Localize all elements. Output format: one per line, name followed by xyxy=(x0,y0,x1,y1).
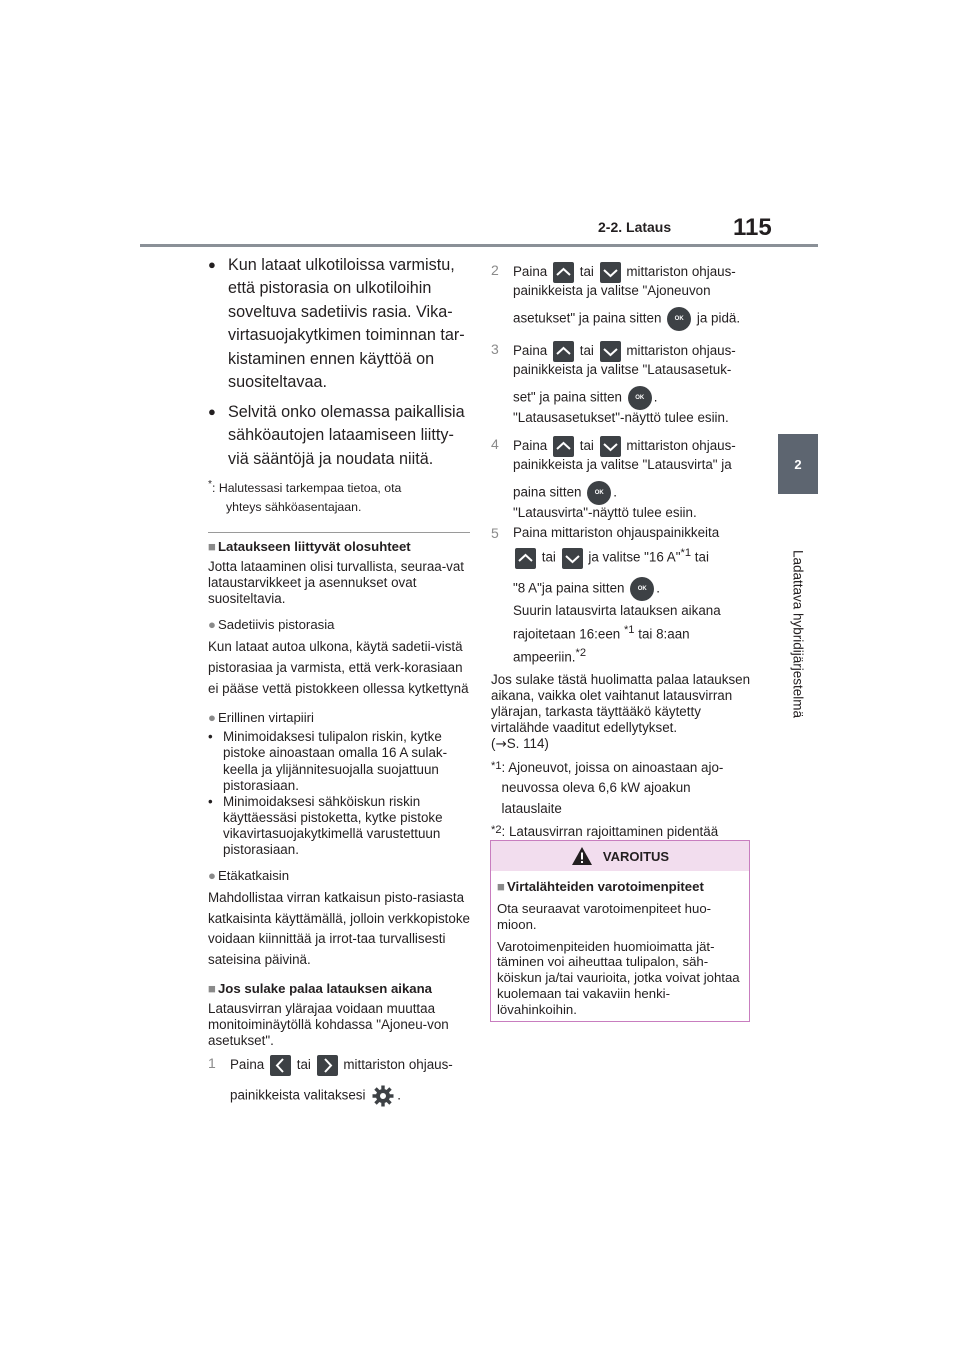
chapter-tab xyxy=(778,434,818,494)
ok-button-icon: OK xyxy=(630,577,654,601)
gear-icon xyxy=(371,1084,395,1108)
bullet-dot-icon: ● xyxy=(208,257,216,272)
footnote-line: yhteys sähköasentajaan. xyxy=(226,499,362,514)
footnote-mark: * xyxy=(208,479,212,491)
step-number: 2 xyxy=(491,262,499,278)
circle-bullet-icon: ● xyxy=(208,709,216,725)
item-heading: ● Sadetiivis pistorasia xyxy=(208,617,335,633)
footnote: *2 : Latausvirran rajoittaminen pidentää xyxy=(491,823,719,839)
paragraph: Jos sulake tästä huolimatta palaa latauksen aikana, vaikka olet vaihtanut latausvirran ylärajan, tarkasta täyttääkö käytetty virtalähde vaaditut edellytykset. (→S. 114) xyxy=(491,672,751,753)
section-title: 2-2. Lataus xyxy=(598,219,672,235)
sub-item: • Minimoidaksesi tulipalon riskin, kytke pistoke ainoastaan omalla 16 A sulak-keella ja ylijännitesuojalla suojattuun pistorasiaan. xyxy=(208,729,448,793)
warning-header xyxy=(491,841,749,871)
ok-button-icon: OK xyxy=(587,481,611,505)
divider xyxy=(208,532,470,533)
item-heading: ● Etäkatkaisin xyxy=(208,868,290,884)
footnote xyxy=(208,477,470,516)
circle-bullet-icon: ● xyxy=(208,617,216,633)
up-arrow-button-icon xyxy=(553,436,574,457)
step-number: 4 xyxy=(491,436,499,453)
footnote: *1 : Ajoneuvot, joissa on ainoastaan ajo-neuvossa oleva 6,6 kW ajoakun latauslaite xyxy=(491,759,724,817)
sub-item: • Minimoidaksesi sähköiskun riskin käyttäessäsi pistoketta, kytke pistoke vikavirtasuojakytkimellä varustettuun pistorasiaan. xyxy=(208,793,443,857)
down-arrow-button-icon xyxy=(562,548,583,569)
right-column xyxy=(491,262,753,865)
left-arrow-button-icon xyxy=(270,1055,291,1076)
item-text: Mahdollistaa virran katkaisun pisto-rasiasta katkaisinta käyttämällä, jolloin verkkopistoke voidaan kiinnittää ja irrot-taa turvallisesti sateisina päivinä. xyxy=(208,889,470,968)
item-text: Kun lataat autoa ulkona, käytä sadetii-vistä pistorasiaa ja varmista, että verk-korasiaan ei pääse vettä pistokkeen ollessa kytkettynä xyxy=(208,639,469,696)
warning-text: Varotoimenpiteiden huomioimatta jät-täminen voi aiheuttaa tulipalon, säh-köiskun ja/tai vaurioita, jotka voivat johtaa kuolemaan tai vakaviin henki-lövahinkoihin. xyxy=(497,938,740,1017)
step-2: 2 Paina tai mittariston ohjaus-painikkeista ja valitse "Ajoneuvon asetukset" ja paina sitten OK ja pidä. xyxy=(491,262,753,331)
warning-subtitle: ■ Virtalähteiden varotoimenpiteet xyxy=(497,879,704,894)
ok-button-icon: OK xyxy=(628,386,652,410)
warning-box xyxy=(490,840,750,1022)
page-number: 115 xyxy=(733,214,772,241)
warning-title: VAROITUS xyxy=(602,848,670,864)
chapter-label: Ladattava hybridijärjestelmä xyxy=(790,549,806,719)
step-3: 3 Paina tai mittariston ohjaus-painikkeista ja valitse "Latausasetuk- set" ja paina sitten OK . "Latausasetukset"-näyttö tulee esiin. xyxy=(491,341,736,426)
section-intro: Jotta lataaminen olisi turvallista, seuraa-vat lataustarvikkeet ja asennukset ovat suositeltavia. xyxy=(208,559,465,607)
item-heading: ● Erillinen virtapiiri xyxy=(208,709,314,725)
step-number: 1 xyxy=(208,1055,216,1071)
page-reference[interactable]: S. 114) xyxy=(506,736,549,752)
section-heading: ■ Lataukseen liittyvät olosuhteet xyxy=(208,539,411,555)
header-rule xyxy=(140,244,818,247)
bullet-text: Kun lataat ulkotiloissa varmistu, että pistorasia on ulkotiloihin soveltuva sadetiivis rasia. Vika-virtasuojakytkimen toiminnan tar-kistaminen ennen käyttöä on suositeltavaa. xyxy=(228,256,465,392)
square-bullet-icon: ■ xyxy=(208,980,216,996)
step-1: 1 Paina tai mittariston ohjaus- painikkeista valitaksesi . xyxy=(208,1055,470,1108)
bullet-item xyxy=(208,254,470,395)
bullet-text: Selvitä onko olemassa paikallisia sähköautojen lataamiseen liitty-viä sääntöjä ja noudata niitä. xyxy=(228,402,465,468)
bullet-item xyxy=(208,401,470,471)
square-bullet-icon: ■ xyxy=(497,879,505,894)
bullet-dot-icon: ● xyxy=(208,403,216,419)
arrow-icon: → xyxy=(495,737,507,753)
chapter-number: 2 xyxy=(794,456,802,472)
left-column xyxy=(208,254,470,1110)
down-arrow-button-icon xyxy=(600,262,621,283)
right-arrow-button-icon xyxy=(317,1055,338,1076)
up-arrow-button-icon xyxy=(515,548,536,569)
down-arrow-button-icon xyxy=(600,341,621,362)
up-arrow-button-icon xyxy=(553,341,574,362)
step-number: 3 xyxy=(491,341,499,358)
down-arrow-button-icon xyxy=(600,436,621,457)
ok-button-icon: OK xyxy=(667,307,691,331)
step-5: 5 Paina mittariston ohjauspainikkeita tai ja valitse "16 A"$^{*1}$ tai "8 A"ja paina sitten OK . Suurin latausvirta latauksen aikana rajoitetaan 16:een $^{*1}$ tai 8:aan ampeeriin.$^{*2}$ xyxy=(491,525,753,668)
step-4: 4 Paina tai mittariston ohjaus-painikkeista ja valitse "Latausvirta" ja paina sitten OK . "Latausvirta"-näyttö tulee esiin. xyxy=(491,436,736,521)
square-bullet-icon: ■ xyxy=(208,539,216,555)
section-heading: ■ Jos sulake palaa latauksen aikana xyxy=(208,980,433,996)
warning-text: Ota seuraavat varotoimenpiteet huo-mioon. xyxy=(497,900,712,932)
footnote-line: : Halutessasi tarkempaa tietoa, ota xyxy=(212,481,402,496)
up-arrow-button-icon xyxy=(553,262,574,283)
warning-triangle-icon xyxy=(571,846,593,866)
circle-bullet-icon: ● xyxy=(208,868,216,884)
section-intro: Latausvirran ylärajaa voidaan muuttaa monitoiminäytöllä kohdassa "Ajoneu-von asetukset". xyxy=(208,1000,449,1048)
step-number: 5 xyxy=(491,525,499,542)
